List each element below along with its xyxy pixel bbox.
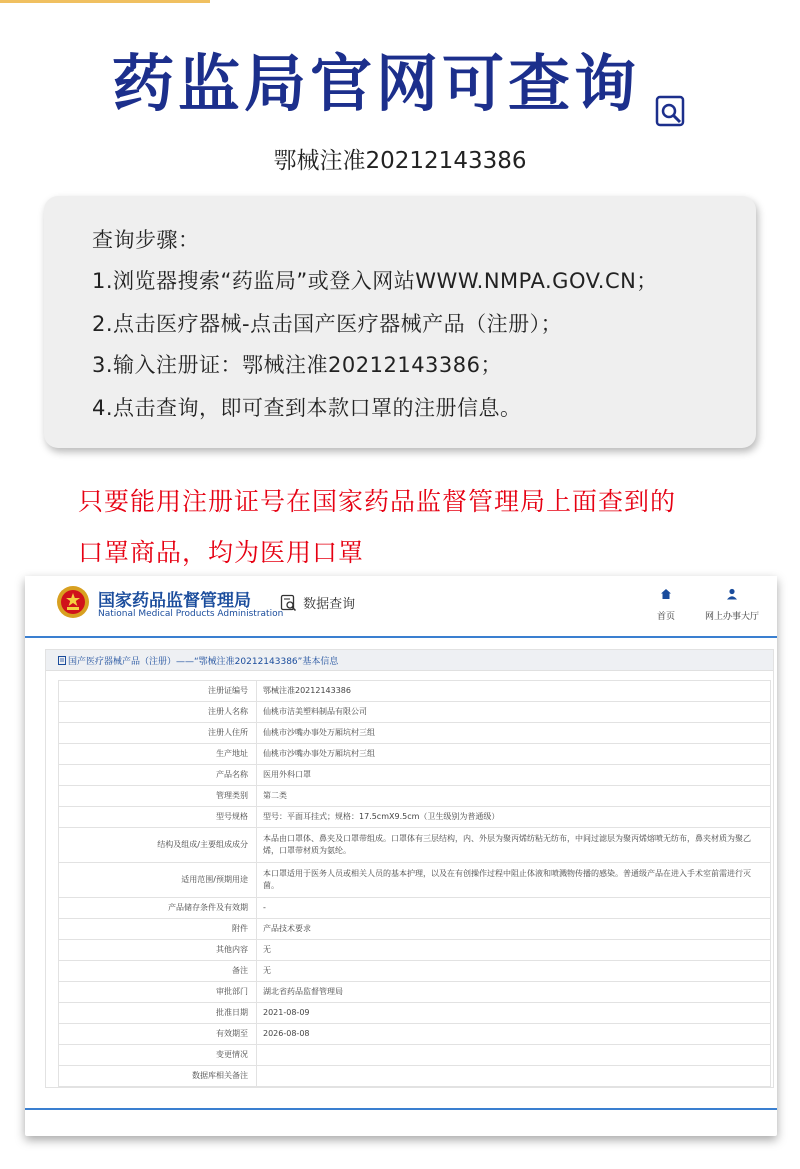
product-info-table <box>58 680 771 1087</box>
search-document-icon <box>654 67 688 101</box>
field-value: 本品由口罩体、鼻夹及口罩带组成。口罩体有三层结构，内、外层为聚丙烯纺粘无纺布，中间过滤层为聚丙烯熔喷无纺布，鼻夹材质为聚乙烯，口罩带材质为氨纶。 <box>257 828 771 863</box>
field-value: 仙桃市沙嘴办事处万厢坑村三组 <box>257 723 771 744</box>
table-row <box>59 786 771 807</box>
field-label: 管理类别 <box>59 786 257 807</box>
field-label: 变更情况 <box>59 1045 257 1066</box>
nav-home-label: 首页 <box>657 612 676 622</box>
field-value: 型号：平面耳挂式；规格：17.5cmX9.5cm（卫生级别为普通级） <box>257 807 771 828</box>
field-value: 无 <box>257 961 771 982</box>
field-label: 数据库相关备注 <box>59 1066 257 1087</box>
field-label: 注册人名称 <box>59 702 257 723</box>
table-row <box>59 1045 771 1066</box>
field-label: 注册人住所 <box>59 723 257 744</box>
document-icon <box>58 656 66 665</box>
table-row <box>59 898 771 919</box>
field-value: 无 <box>257 940 771 961</box>
step-item-2: 2.点击医疗器械-点击国产医疗器械产品（注册）； <box>92 312 563 336</box>
step-item-3: 3.输入注册证：鄂械注准20212143386； <box>92 353 503 377</box>
field-label: 附件 <box>59 919 257 940</box>
field-label: 批准日期 <box>59 1003 257 1024</box>
table-row <box>59 807 771 828</box>
field-value: - <box>257 898 771 919</box>
user-icon <box>726 588 738 600</box>
footer-rule <box>25 1108 777 1110</box>
nmpa-site-screenshot <box>25 576 777 1136</box>
field-value: 仙桃市沙嘴办事处万厢坑村三组 <box>257 744 771 765</box>
field-value <box>257 1066 771 1087</box>
field-label: 生产地址 <box>59 744 257 765</box>
table-row <box>59 723 771 744</box>
field-label: 适用范围/预期用途 <box>59 863 257 898</box>
table-row <box>59 702 771 723</box>
panel-title-text: 国产医疗器械产品（注册）——“鄂械注准20212143386”基本信息 <box>68 657 339 667</box>
data-query-link[interactable] <box>280 592 355 612</box>
field-label: 产品储存条件及有效期 <box>59 898 257 919</box>
step-item-4: 4.点击查询，即可查到本款口罩的注册信息。 <box>92 396 522 420</box>
table-row <box>59 1024 771 1045</box>
field-value: 第二类 <box>257 786 771 807</box>
field-label: 有效期至 <box>59 1024 257 1045</box>
field-value <box>257 1045 771 1066</box>
steps-title: 查询步骤： <box>92 228 200 252</box>
table-row <box>59 940 771 961</box>
nav-service-hall-label: 网上办事大厅 <box>705 612 760 622</box>
field-label: 注册证编号 <box>59 681 257 702</box>
header-rule <box>25 636 777 638</box>
field-value: 湖北省药品监督管理局 <box>257 982 771 1003</box>
org-name-cn: 国家药品监督管理局 <box>98 591 251 611</box>
field-value: 2021-08-09 <box>257 1003 771 1024</box>
field-label: 其他内容 <box>59 940 257 961</box>
field-value: 本口罩适用于医务人员或相关人员的基本护理，以及在有创操作过程中阻止体液和喷溅物传播的感染。普通级产品在进入手术室前需进行灭菌。 <box>257 863 771 898</box>
field-label: 产品名称 <box>59 765 257 786</box>
table-row <box>59 982 771 1003</box>
table-row <box>59 1066 771 1087</box>
registration-number: 鄂械注准20212143386 <box>273 148 527 174</box>
field-value: 产品技术要求 <box>257 919 771 940</box>
headline-text: 药监局官网可查询 <box>111 46 640 120</box>
top-accent-bar <box>0 0 210 3</box>
panel-title <box>58 654 338 667</box>
step-item-1: 1.浏览器搜索“药监局”或登入网站WWW.NMPA.GOV.CN； <box>92 269 658 293</box>
field-label: 结构及组成/主要组成成分 <box>59 828 257 863</box>
table-row <box>59 765 771 786</box>
field-value: 2026-08-08 <box>257 1024 771 1045</box>
notice-line-1: 只要能用注册证号在国家药品监督管理局上面查到的 <box>78 487 677 516</box>
field-value: 仙桃市洁美塑料制品有限公司 <box>257 702 771 723</box>
field-value: 医用外科口罩 <box>257 765 771 786</box>
table-row <box>59 681 771 702</box>
notice-line-2: 口罩商品，均为医用口罩 <box>78 538 365 567</box>
nav-home[interactable] <box>657 588 675 623</box>
table-row <box>59 919 771 940</box>
table-row <box>59 863 771 898</box>
data-query-label: 数据查询 <box>303 597 356 612</box>
field-label: 审批部门 <box>59 982 257 1003</box>
home-icon <box>660 588 672 600</box>
field-label: 备注 <box>59 961 257 982</box>
product-info-panel <box>45 649 774 1088</box>
site-header <box>25 576 777 636</box>
nav-service-hall[interactable] <box>705 588 759 623</box>
table-row <box>59 1003 771 1024</box>
panel-header <box>46 650 773 671</box>
table-row <box>59 744 771 765</box>
table-row <box>59 828 771 863</box>
national-emblem-icon <box>55 584 91 620</box>
headline <box>0 40 800 124</box>
field-value: 鄂械注准20212143386 <box>257 681 771 702</box>
field-label: 型号规格 <box>59 807 257 828</box>
query-steps-card <box>44 196 756 448</box>
data-query-icon <box>280 594 298 612</box>
table-row <box>59 961 771 982</box>
org-name-en: National Medical Products Administration <box>98 609 284 619</box>
